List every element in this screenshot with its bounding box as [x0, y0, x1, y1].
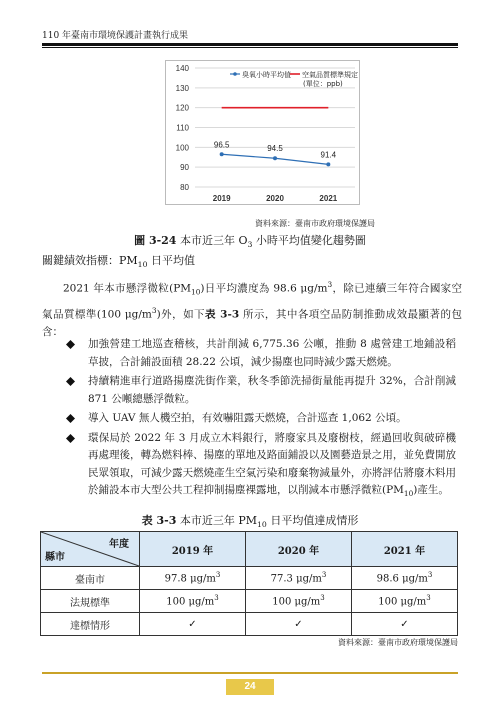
- column-header: 2019 年: [140, 532, 246, 567]
- para-sup1: 3: [327, 280, 333, 289]
- cell-unit-sup: 3: [214, 594, 219, 603]
- table-row: [41, 613, 458, 636]
- table-caption-a: 本市近三年 PM: [176, 514, 258, 527]
- figure-caption-text-a: 本市近三年 O: [176, 234, 248, 247]
- check-cell: ✓: [352, 613, 458, 636]
- cell-value: 97.8 μg/m: [164, 573, 216, 585]
- bullet-sub: 10: [403, 489, 414, 499]
- y-tick-label: 80: [180, 183, 189, 192]
- page-number: 24: [226, 679, 274, 695]
- figure-source: 資料來源：臺南市政府環境保護局: [255, 219, 375, 228]
- x-tick-label: 2020: [266, 194, 284, 203]
- column-header: 2021 年: [352, 532, 458, 567]
- bullet-list: [64, 336, 456, 505]
- table-cell: [140, 567, 246, 590]
- ozone-line-chart: [165, 60, 360, 205]
- figure-caption: [0, 232, 500, 249]
- footer-rule: [42, 672, 458, 674]
- bullet-item: [64, 336, 456, 371]
- table-caption-sub: 10: [257, 520, 267, 530]
- cell-unit-sup: 3: [427, 571, 433, 580]
- para-c: ，除已連續三年符合國家空氣品質標準(100 μg/m: [42, 282, 462, 321]
- para-sup2: 3: [151, 305, 157, 315]
- table-caption-number: 表 3-3: [141, 514, 177, 527]
- cell-value: 100 μg/m: [378, 596, 427, 608]
- bullet-text: 加強營建工地巡查稽核，共計削減 6,775.36 公噸，推動 8 處營建工地鋪設稻草披，合計鋪設面積 28.22 公頃，減少揚塵也同時減少露天燃燒。: [88, 338, 456, 368]
- pm10-table: [40, 531, 458, 636]
- table-caption: [0, 512, 500, 529]
- x-tick-label: 2021: [319, 194, 338, 203]
- data-label: 96.5: [213, 140, 230, 150]
- bullet-text-b: )產生。: [413, 484, 449, 496]
- corner-city-label: 縣市: [45, 552, 65, 563]
- para-table-ref: 表 3-3: [205, 308, 240, 321]
- bullet-item: [64, 373, 456, 408]
- header-rule: [42, 43, 458, 46]
- x-tick-label: 2019: [212, 194, 231, 203]
- header-rule-thin: [42, 47, 458, 48]
- table-cell: [246, 567, 352, 590]
- y-tick-label: 140: [175, 64, 189, 73]
- cell-unit-sup: 3: [426, 594, 431, 603]
- table-corner-cell: [41, 532, 140, 567]
- table-cell: [352, 567, 458, 590]
- unit-label: (單位：ppb): [303, 80, 343, 88]
- cell-value: 77.3 μg/m: [270, 573, 322, 585]
- kpi-suffix: 日平均值: [147, 254, 195, 267]
- cell-value: 100 μg/m: [272, 596, 321, 608]
- chart-canvas: [165, 60, 360, 205]
- ozone-data-point: [326, 162, 330, 166]
- cell-unit-sup: 3: [321, 571, 327, 580]
- table-cell: [140, 590, 246, 613]
- y-tick-label: 130: [175, 83, 189, 93]
- figure-caption-sub: 3: [247, 240, 253, 250]
- cell-value: 100 μg/m: [166, 596, 215, 608]
- para-a: 2021 年本市懸浮微粒(PM: [63, 282, 192, 295]
- column-header: 2020 年: [246, 532, 352, 567]
- kpi-heading: [42, 252, 195, 269]
- bullet-text-a: 環保局於 2022 年 3 月成立木料銀行，將廢家具及廢樹枝，經過回收與破碎機再處理後，轉為燃料棒、揚塵的單地及路面鋪設以及園藝造景之用，並免費開放民眾領取，可減少露天燃燒產生空氣污染和廢棄物減量外，亦將評估將廢木料用於鋪設本市大型公共工程抑制揚塵裸露地，以削減本市懸浮微粒(PM: [88, 431, 456, 496]
- diamond-bullet-icon: [66, 434, 75, 443]
- row-label: 法規標準: [41, 590, 140, 613]
- row-label: 臺南市: [41, 567, 140, 590]
- body-paragraph: [42, 276, 462, 341]
- cell-unit-sup: 3: [215, 571, 221, 580]
- data-label: 94.5: [267, 144, 283, 154]
- bullet-item: [64, 430, 456, 503]
- table-cell: [246, 590, 352, 613]
- check-cell: ✓: [140, 613, 246, 636]
- para-e: 所示，其中各項空品防制推動成效最顯著的包含：: [42, 308, 462, 339]
- table-row: [41, 567, 458, 590]
- legend-label: 臭氧小時平均值: [242, 71, 291, 79]
- bullet-text: 導入 UAV 無人機空拍，有效嚇阻露天燃燒，合計巡查 1,062 公頃。: [88, 412, 407, 424]
- table-caption-b: 日平均值達成情形: [266, 514, 359, 527]
- y-tick-label: 100: [175, 143, 189, 153]
- kpi-sub: 10: [137, 260, 148, 270]
- check-cell: ✓: [246, 613, 352, 636]
- data-label: 91.4: [320, 150, 337, 160]
- figure-caption-number: 圖 3-24: [134, 234, 177, 247]
- table-cell: [352, 590, 458, 613]
- bullet-item: [64, 410, 456, 428]
- para-d: )外，如下: [156, 308, 206, 321]
- figure-caption-text-b: 小時平均值變化趨勢圖: [252, 234, 366, 247]
- cell-unit-sup: 3: [320, 594, 325, 603]
- diamond-bullet-icon: [66, 340, 75, 349]
- ozone-data-point: [220, 152, 224, 156]
- y-tick-label: 90: [180, 163, 189, 173]
- row-label: 達標情形: [41, 613, 140, 636]
- legend-marker: [233, 72, 237, 76]
- bullet-text: 持續精進車行道路揚塵洗街作業，秋冬季節洗掃街量能再提升 32%，合計削減 871 公噸總懸浮微粒。: [88, 375, 456, 405]
- y-tick-label: 110: [176, 123, 189, 133]
- diamond-bullet-icon: [66, 414, 75, 423]
- diamond-bullet-icon: [66, 377, 75, 386]
- table-source: 資料來源：臺南市政府環境保護局: [338, 638, 458, 647]
- table-row: [41, 590, 458, 613]
- ozone-data-point: [273, 156, 277, 160]
- cell-value: 98.6 μg/m: [376, 573, 428, 585]
- page-header-title: 110 年臺南市環境保護計畫執行成果: [42, 31, 189, 41]
- y-tick-label: 120: [175, 103, 189, 113]
- para-b: )日平均濃度為 98.6 μg/m: [200, 282, 328, 295]
- kpi-prefix: 關鍵績效指標：PM: [42, 254, 138, 267]
- table-header-row: [41, 532, 458, 567]
- corner-year-label: 年度: [109, 539, 129, 550]
- legend-label: 空氣品質標準規定: [302, 71, 358, 79]
- para-sub1: 10: [191, 287, 201, 297]
